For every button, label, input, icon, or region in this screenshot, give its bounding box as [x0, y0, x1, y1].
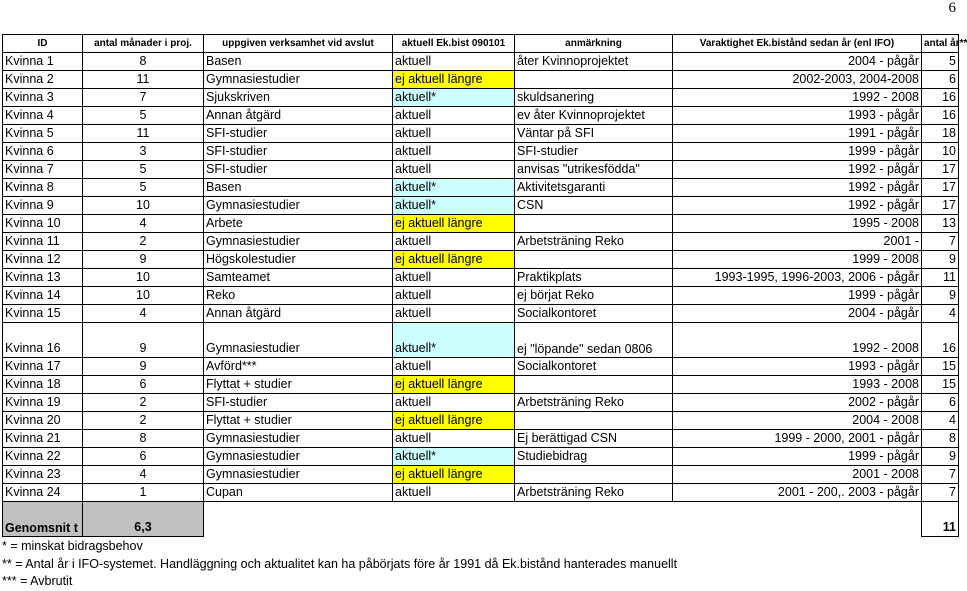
cell-id: Kvinna 12 — [3, 251, 83, 269]
cell-years: 17 — [922, 197, 959, 215]
column-header: anmärkning — [515, 35, 673, 53]
cell-years: 7 — [922, 233, 959, 251]
cell-id: Kvinna 21 — [3, 430, 83, 448]
cell-activity: Högskolestudier — [204, 251, 393, 269]
cell-activity: Samteamet — [204, 269, 393, 287]
cell-months: 6 — [83, 448, 204, 466]
footnote: *** = Avbrutit — [2, 574, 73, 588]
table-row — [3, 305, 959, 323]
cell-id: Kvinna 23 — [3, 466, 83, 484]
cell-note — [515, 215, 673, 233]
cell-status: ej aktuell längre — [393, 466, 515, 484]
cell-years: 9 — [922, 448, 959, 466]
cell-id: Kvinna 18 — [3, 376, 83, 394]
cell-activity: Gymnasiestudier — [204, 466, 393, 484]
cell-duration: 1993 - 2008 — [673, 376, 922, 394]
cell-duration: 1999 - pågår — [673, 287, 922, 305]
cell-months: 9 — [83, 323, 204, 358]
cell-duration: 1991 - pågår — [673, 125, 922, 143]
cell-id: Kvinna 10 — [3, 215, 83, 233]
cell-id: Kvinna 2 — [3, 71, 83, 89]
cell-years: 6 — [922, 394, 959, 412]
cell-months: 10 — [83, 197, 204, 215]
cell-id: Kvinna 24 — [3, 484, 83, 502]
cell-note: Aktivitetsgaranti — [515, 179, 673, 197]
cell-status: aktuell — [393, 358, 515, 376]
table-row — [3, 251, 959, 269]
cell-years: 4 — [922, 412, 959, 430]
cell-months: 4 — [83, 466, 204, 484]
cell-status: aktuell — [393, 269, 515, 287]
cell-activity: Flyttat + studier — [204, 376, 393, 394]
cell-status: aktuell* — [393, 179, 515, 197]
table-row — [3, 89, 959, 107]
column-header: ID — [3, 35, 83, 53]
cell-note: Väntar på SFI — [515, 125, 673, 143]
footnote: * = minskat bidragsbehov — [2, 539, 143, 553]
cell-status: ej aktuell längre — [393, 376, 515, 394]
cell-months: 5 — [83, 161, 204, 179]
table-header-row — [3, 35, 959, 53]
cell-activity: SFI-studier — [204, 161, 393, 179]
table-row — [3, 53, 959, 71]
cell-note — [515, 466, 673, 484]
table-row — [3, 484, 959, 502]
cell-status: aktuell* — [393, 448, 515, 466]
cell-duration: 1993 - pågår — [673, 107, 922, 125]
cell-id: Kvinna 15 — [3, 305, 83, 323]
cell-status: aktuell — [393, 430, 515, 448]
column-header: aktuell Ek.bist 090101 — [393, 35, 515, 53]
cell-activity: Gymnasiestudier — [204, 448, 393, 466]
cell-duration: 2004 - pågår — [673, 53, 922, 71]
table-body — [3, 53, 959, 537]
cell-months: 2 — [83, 394, 204, 412]
cell-activity: Annan åtgärd — [204, 107, 393, 125]
cell-id: Kvinna 5 — [3, 125, 83, 143]
cell-id: Kvinna 14 — [3, 287, 83, 305]
cell-status: aktuell — [393, 305, 515, 323]
cell-note: skuldsanering — [515, 89, 673, 107]
cell-id: Kvinna 3 — [3, 89, 83, 107]
cell-id: Kvinna 17 — [3, 358, 83, 376]
cell-note: Praktikplats — [515, 269, 673, 287]
cell-note: ev åter Kvinnoprojektet — [515, 107, 673, 125]
cell-status: ej aktuell längre — [393, 412, 515, 430]
cell-activity: Gymnasiestudier — [204, 323, 393, 358]
cell-status: aktuell* — [393, 323, 515, 358]
cell-years: 6 — [922, 71, 959, 89]
cell-duration: 2001 - 200,. 2003 - pågår — [673, 484, 922, 502]
cell-note — [515, 71, 673, 89]
cell-id: Kvinna 9 — [3, 197, 83, 215]
summary-months-avg: 6,3 — [83, 502, 204, 537]
cell-id: Kvinna 4 — [3, 107, 83, 125]
table-row — [3, 448, 959, 466]
cell-duration: 1999 - pågår — [673, 143, 922, 161]
cell-duration: 1992 - 2008 — [673, 323, 922, 358]
summary-blank — [204, 502, 393, 537]
column-header: antal år** — [922, 35, 959, 53]
cell-years: 15 — [922, 376, 959, 394]
cell-note: Ej berättigad CSN — [515, 430, 673, 448]
cell-activity: Reko — [204, 287, 393, 305]
cell-years: 5 — [922, 53, 959, 71]
cell-duration: 1993-1995, 1996-2003, 2006 - pågår — [673, 269, 922, 287]
cell-months: 4 — [83, 215, 204, 233]
table-row — [3, 358, 959, 376]
cell-note — [515, 412, 673, 430]
cell-activity: Gymnasiestudier — [204, 233, 393, 251]
cell-note: ej börjat Reko — [515, 287, 673, 305]
cell-status: aktuell — [393, 394, 515, 412]
cell-duration: 1999 - 2008 — [673, 251, 922, 269]
cell-id: Kvinna 11 — [3, 233, 83, 251]
cell-months: 5 — [83, 107, 204, 125]
cell-duration: 2004 - 2008 — [673, 412, 922, 430]
cell-id: Kvinna 20 — [3, 412, 83, 430]
cell-months: 10 — [83, 287, 204, 305]
cell-status: aktuell — [393, 125, 515, 143]
cell-status: aktuell — [393, 161, 515, 179]
column-header: uppgiven verksamhet vid avslut — [204, 35, 393, 53]
table-row — [3, 466, 959, 484]
cell-activity: SFI-studier — [204, 125, 393, 143]
table-row — [3, 197, 959, 215]
cell-duration: 2001 - 2008 — [673, 466, 922, 484]
footnotes — [2, 538, 677, 591]
table-row — [3, 71, 959, 89]
cell-note: Arbetsträning Reko — [515, 484, 673, 502]
cell-years: 18 — [922, 125, 959, 143]
cell-activity: Basen — [204, 179, 393, 197]
column-header: antal månader i proj. — [83, 35, 204, 53]
cell-years: 9 — [922, 287, 959, 305]
table-row — [3, 269, 959, 287]
cell-activity: Basen — [204, 53, 393, 71]
cell-note: Arbetsträning Reko — [515, 394, 673, 412]
cell-activity: SFI-studier — [204, 394, 393, 412]
table-row — [3, 394, 959, 412]
cell-years: 8 — [922, 430, 959, 448]
cell-months: 3 — [83, 143, 204, 161]
cell-activity: Arbete — [204, 215, 393, 233]
cell-months: 9 — [83, 358, 204, 376]
cell-status: aktuell — [393, 143, 515, 161]
cell-id: Kvinna 7 — [3, 161, 83, 179]
cell-years: 16 — [922, 323, 959, 358]
cell-years: 13 — [922, 215, 959, 233]
cell-id: Kvinna 16 — [3, 323, 83, 358]
summary-label: Genomsnit t — [3, 502, 83, 537]
cell-duration: 1999 - pågår — [673, 448, 922, 466]
cell-months: 1 — [83, 484, 204, 502]
cell-note: Studiebidrag — [515, 448, 673, 466]
cell-note: Arbetsträning Reko — [515, 233, 673, 251]
cell-years: 17 — [922, 179, 959, 197]
cell-status: ej aktuell längre — [393, 71, 515, 89]
cell-duration: 1992 - 2008 — [673, 89, 922, 107]
cell-duration: 1993 - pågår — [673, 358, 922, 376]
summary-blank — [515, 502, 673, 537]
cell-status: aktuell — [393, 53, 515, 71]
cell-months: 5 — [83, 179, 204, 197]
cell-months: 8 — [83, 53, 204, 71]
cell-note — [515, 251, 673, 269]
cell-activity: Cupan — [204, 484, 393, 502]
cell-note: Socialkontoret — [515, 358, 673, 376]
table-row — [3, 412, 959, 430]
table-row — [3, 143, 959, 161]
cell-duration: 2004 - pågår — [673, 305, 922, 323]
cell-activity: Flyttat + studier — [204, 412, 393, 430]
cell-months: 6 — [83, 376, 204, 394]
table-row — [3, 430, 959, 448]
summary-blank — [393, 502, 515, 537]
cell-duration: 2002-2003, 2004-2008 — [673, 71, 922, 89]
cell-years: 7 — [922, 484, 959, 502]
cell-years: 4 — [922, 305, 959, 323]
cell-id: Kvinna 1 — [3, 53, 83, 71]
cell-note: SFI-studier — [515, 143, 673, 161]
cell-activity: Gymnasiestudier — [204, 430, 393, 448]
cell-years: 11 — [922, 269, 959, 287]
table-row — [3, 179, 959, 197]
cell-months: 2 — [83, 412, 204, 430]
cell-activity: Gymnasiestudier — [204, 71, 393, 89]
cell-years: 16 — [922, 107, 959, 125]
cell-years: 17 — [922, 161, 959, 179]
cell-years: 15 — [922, 358, 959, 376]
cell-activity: Avförd*** — [204, 358, 393, 376]
cell-months: 8 — [83, 430, 204, 448]
cell-months: 10 — [83, 269, 204, 287]
table-row — [3, 376, 959, 394]
cell-note: Socialkontoret — [515, 305, 673, 323]
cell-months: 4 — [83, 305, 204, 323]
cell-note: åter Kvinnoprojektet — [515, 53, 673, 71]
cell-id: Kvinna 22 — [3, 448, 83, 466]
cell-activity: Annan åtgärd — [204, 305, 393, 323]
table-row — [3, 287, 959, 305]
cell-years: 7 — [922, 466, 959, 484]
cell-duration: 1999 - 2000, 2001 - pågår — [673, 430, 922, 448]
cell-months: 7 — [83, 89, 204, 107]
cell-status: aktuell* — [393, 197, 515, 215]
cell-status: aktuell — [393, 233, 515, 251]
cell-note: CSN — [515, 197, 673, 215]
cell-years: 10 — [922, 143, 959, 161]
cell-status: aktuell — [393, 484, 515, 502]
table-row — [3, 323, 959, 358]
cell-id: Kvinna 19 — [3, 394, 83, 412]
cell-note — [515, 376, 673, 394]
cell-years: 9 — [922, 251, 959, 269]
cell-duration: 1992 - pågår — [673, 179, 922, 197]
cell-id: Kvinna 8 — [3, 179, 83, 197]
cell-duration: 1995 - 2008 — [673, 215, 922, 233]
cell-activity: Gymnasiestudier — [204, 197, 393, 215]
cell-activity: Sjukskriven — [204, 89, 393, 107]
table-row — [3, 161, 959, 179]
cell-activity: SFI-studier — [204, 143, 393, 161]
cell-id: Kvinna 6 — [3, 143, 83, 161]
cell-duration: 1992 - pågår — [673, 161, 922, 179]
cell-months: 11 — [83, 71, 204, 89]
summary-row — [3, 502, 959, 537]
footnote: ** = Antal år i IFO-systemet. Handläggning och aktualitet kan ha påbörjats före år 1991 då Ek.bistånd hanterades manuellt — [2, 556, 678, 571]
cell-status: ej aktuell längre — [393, 251, 515, 269]
cell-duration: 2001 - — [673, 233, 922, 251]
table-row — [3, 215, 959, 233]
cell-status: aktuell — [393, 107, 515, 125]
table-row — [3, 233, 959, 251]
cell-note: ej "löpande" sedan 0806 — [515, 323, 673, 358]
cell-duration: 2002 - pågår — [673, 394, 922, 412]
cell-status: ej aktuell längre — [393, 215, 515, 233]
cell-id: Kvinna 13 — [3, 269, 83, 287]
cell-months: 2 — [83, 233, 204, 251]
table-row — [3, 107, 959, 125]
cell-status: aktuell* — [393, 89, 515, 107]
cell-duration: 1992 - pågår — [673, 197, 922, 215]
cell-months: 11 — [83, 125, 204, 143]
summary-blank — [673, 502, 922, 537]
clients-table — [2, 34, 967, 537]
summary-years-avg: 11 — [922, 502, 959, 537]
column-header: Varaktighet Ek.bistånd sedan år (enl IFO) — [673, 35, 922, 53]
table-row — [3, 125, 959, 143]
page-number: 6 — [948, 0, 956, 16]
cell-status: aktuell — [393, 287, 515, 305]
cell-years: 16 — [922, 89, 959, 107]
cell-months: 9 — [83, 251, 204, 269]
cell-note: anvisas "utrikesfödda" — [515, 161, 673, 179]
